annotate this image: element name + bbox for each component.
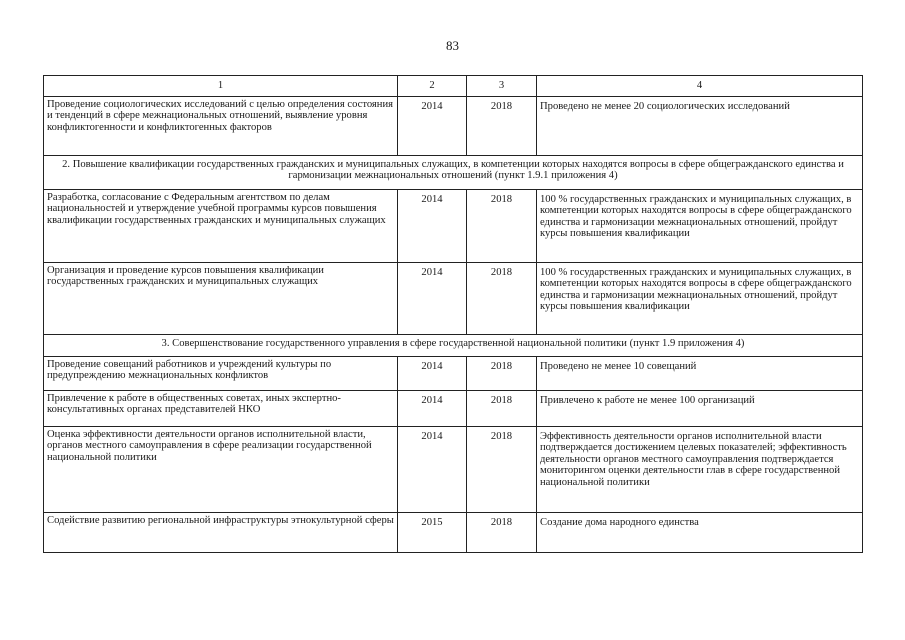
column-header-2: 2	[398, 76, 467, 97]
section-heading: 3. Совершенствование государственного управления в сфере государственной национальной политики (пункт 1.9 приложения 4)	[44, 335, 863, 357]
start-year-cell: 2015	[398, 513, 467, 553]
table-row	[44, 391, 863, 427]
table-row	[44, 513, 863, 553]
result-cell: 100 % государственных гражданских и муниципальных служащих, в компетенции которых находятся вопросы в сфере общегражданского единства и гармонизации межнациональных отношений, пройдут курсы повышения квалификации	[537, 190, 863, 263]
section-row	[44, 335, 863, 357]
result-cell: Эффективность деятельности органов исполнительной власти подтверждается достижением целевых показателей; эффективность деятельности органов местного самоуправления подтверждается мониторингом оценки деятельности глав в сфере государственной национальной политики	[537, 427, 863, 513]
end-year-cell: 2018	[467, 513, 537, 553]
end-year-cell: 2018	[467, 391, 537, 427]
measures-table	[43, 75, 863, 553]
end-year-cell: 2018	[467, 97, 537, 156]
end-year-cell: 2018	[467, 427, 537, 513]
column-header-3: 3	[467, 76, 537, 97]
activity-cell: Организация и проведение курсов повышения квалификации государственных гражданских и муниципальных служащих	[44, 263, 398, 335]
table-row	[44, 427, 863, 513]
end-year-cell: 2018	[467, 190, 537, 263]
result-cell: Привлечено к работе не менее 100 организаций	[537, 391, 863, 427]
start-year-cell: 2014	[398, 263, 467, 335]
activity-cell: Проведение социологических исследований с целью определения состояния и тенденций в сфере межнациональных отношений, выявление уровня конфликтогенности и конфликтогенных факторов	[44, 97, 398, 156]
start-year-cell: 2014	[398, 190, 467, 263]
result-cell: Проведено не менее 10 совещаний	[537, 357, 863, 391]
start-year-cell: 2014	[398, 391, 467, 427]
activity-cell: Проведение совещаний работников и учреждений культуры по предупреждению межнациональных конфликтов	[44, 357, 398, 391]
activity-cell: Привлечение к работе в общественных советах, иных экспертно-консультативных органах представителей НКО	[44, 391, 398, 427]
start-year-cell: 2014	[398, 357, 467, 391]
section-heading: 2. Повышение квалификации государственных гражданских и муниципальных служащих, в компетенции которых находятся вопросы в сфере общегражданского единства и гармонизации межнациональных отношений (пункт 1.9.1 приложения 4)	[44, 156, 863, 190]
column-header-1: 1	[44, 76, 398, 97]
activity-cell: Разработка, согласование с Федеральным агентством по делам национальностей и утверждение учебной программы курсов повышения квалификации государственных гражданских и муниципальных служащих	[44, 190, 398, 263]
start-year-cell: 2014	[398, 427, 467, 513]
table-row	[44, 190, 863, 263]
activity-cell: Содействие развитию региональной инфраструктуры этнокультурной сферы	[44, 513, 398, 553]
table-row	[44, 357, 863, 391]
end-year-cell: 2018	[467, 357, 537, 391]
end-year-cell: 2018	[467, 263, 537, 335]
table-row	[44, 263, 863, 335]
result-cell: Проведено не менее 20 социологических исследований	[537, 97, 863, 156]
table-header-row	[44, 76, 863, 97]
page-number: 83	[446, 38, 459, 53]
result-cell: Создание дома народного единства	[537, 513, 863, 553]
section-row	[44, 156, 863, 190]
start-year-cell: 2014	[398, 97, 467, 156]
table-row	[44, 97, 863, 156]
column-header-4: 4	[537, 76, 863, 97]
activity-cell: Оценка эффективности деятельности органов исполнительной власти, органов местного самоуправления в сфере реализации государственной национальной политики	[44, 427, 398, 513]
result-cell: 100 % государственных гражданских и муниципальных служащих, в компетенции которых находятся вопросы в сфере общегражданского единства и гармонизации межнациональных отношений, пройдут курсы повышения квалификации	[537, 263, 863, 335]
